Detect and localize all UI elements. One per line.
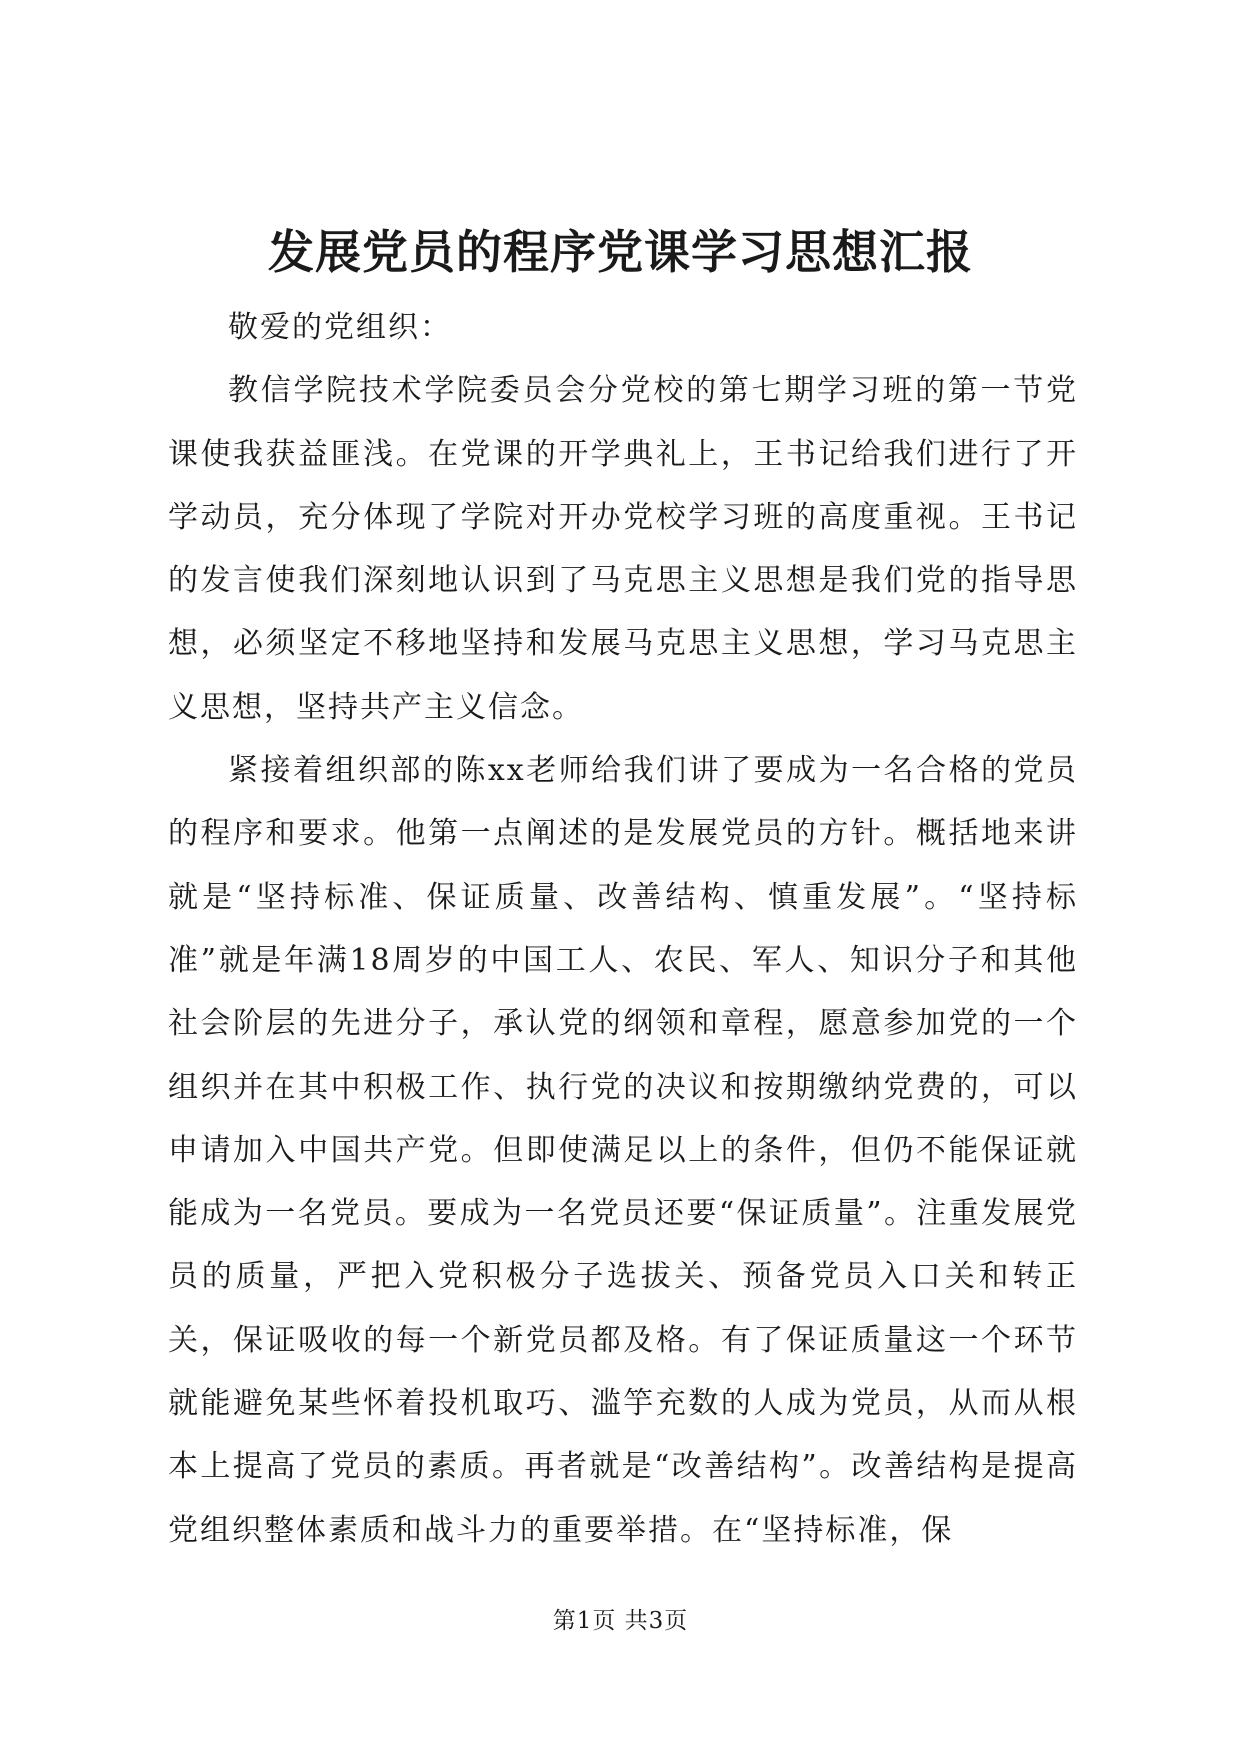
paragraph: 紧接着组织部的陈xx老师给我们讲了要成为一名合格的党员的程序和要求。他第一点阐述的是发展党员的方针。概括地来讲就是“坚持标准、保证质量、改善结构、慎重发展”。“坚持标准”就是年满18周岁的中国工人、农民、军人、知识分子和其他社会阶层的先进分子，承认党的纲领和章程，愿意参加党的一个组织并在其中积极工作、执行党的决议和按期缴纳党费的，可以申请加入中国共产党。但即使满足以上的条件，但仍不能保证就能成为一名党员。要成为一名党员还要“保证质量”。注重发展党员的质量，严把入党积极分子选拔关、预备党员入口关和转正关，保证吸收的每一个新党员都及格。有了保证质量这一个环节就能避免某些怀着投机取巧、滥竽充数的人成为党员，从而从根本上提高了党员的素质。再者就是“改善结构”。改善结构是提高党组织整体素质和战斗力的重要举措。在“坚持标准，保 (168, 753, 1078, 1548)
page-number: 第1页 共3页 (552, 1608, 689, 1634)
paragraph: 教信学院技术学院委员会分党校的第七期学习班的第一节党课使我获益匪浅。在党课的开学典礼上，王书记给我们进行了开学动员，充分体现了学院对开办党校学习班的高度重视。王书记的发言使我们深刻地认识到了马克思主义思想是我们党的指导思想，必须坚定不移地坚持和发展马克思主义思想，学习马克思主义思想，坚持共产主义信念。 (168, 373, 1078, 725)
salutation: 敬爱的党组织： (228, 310, 452, 345)
document-title: 发展党员的程序党课学习思想汇报 (268, 225, 973, 279)
document-body (168, 296, 1078, 1562)
